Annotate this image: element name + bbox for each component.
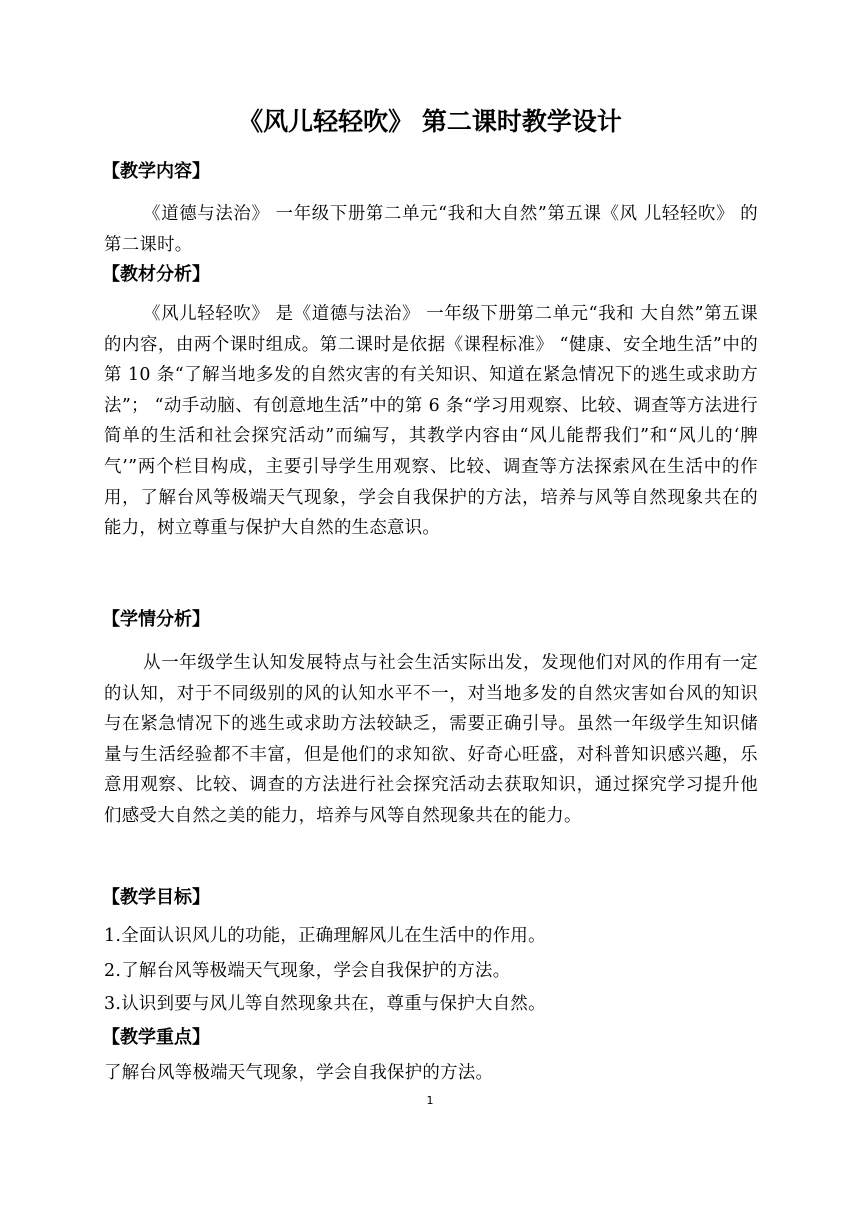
- section-heading-teaching-objectives: 【教学目标】: [102, 887, 210, 908]
- section-heading-teaching-content: 【教学内容】: [102, 161, 210, 182]
- page-number: 1: [426, 1094, 434, 1107]
- section-heading-student-analysis: 【学情分析】: [102, 609, 210, 630]
- section-heading-material-analysis: 【教材分析】: [102, 264, 210, 285]
- document-title: 《风儿轻轻吹》 第二课时教学设计: [238, 107, 622, 136]
- teaching-content-paragraph: 《道德与法治》 一年级下册第二单元“我和大自然”第五课《风 儿轻轻吹》 的第二课时。: [104, 204, 758, 255]
- material-analysis-paragraph: 《风儿轻轻吹》 是《道德与法治》 一年级下册第二单元“我和 大自然”第五课的内容，由两个课时组成。第二课时是依据《课程标准》 “健康、安全地生活”中的第 10 条“了解当地多发的自然灾害的有关知识、知道在紧急情况下的逃生或求助方法”； “动手动脑、有创意地生活”中的第 6 条“学习用观察、比较、调查等方法进行简单的生活和社会探究活动”而编写，其教学内容由“风儿能帮我们”和“风儿的‘脾气’”两个栏目构成，主要引导学生用观察、比较、调查等方法探索风在生活中的作用，了解台风等极端天气现象，学会自我保护的方法，培养与风等自然现象共在的能力，树立尊重与保护大自然的生态意识。: [104, 304, 758, 539]
- key-points-text: 了解台风等极端天气现象，学会自我保护的方法。: [104, 1063, 494, 1083]
- objective-item-1: 1.全面认识风儿的功能，正确理解风儿在生活中的作用。: [104, 926, 546, 946]
- objective-item-3: 3.认识到要与风儿等自然现象共在，尊重与保护大自然。: [104, 994, 546, 1014]
- student-analysis-paragraph: 从一年级学生认知发展特点与社会生活实际出发，发现他们对风的作用有一定的认知，对于不同级别的风的认知水平不一，对当地多发的自然灾害如台风的知识与在紧急情况下的逃生或求助方法较缺乏，需要正确引导。虽然一年级学生知识储量与生活经验都不丰富，但是他们的求知欲、好奇心旺盛，对科普知识感兴趣，乐意用观察、比较、调查的方法进行社会探究活动去获取知识，通过探究学习提升他们感受大自然之美的能力，培养与风等自然现象共在的能力。: [104, 653, 758, 826]
- section-heading-key-points: 【教学重点】: [102, 1027, 210, 1048]
- objective-item-2: 2.了解台风等极端天气现象，学会自我保护的方法。: [104, 961, 511, 981]
